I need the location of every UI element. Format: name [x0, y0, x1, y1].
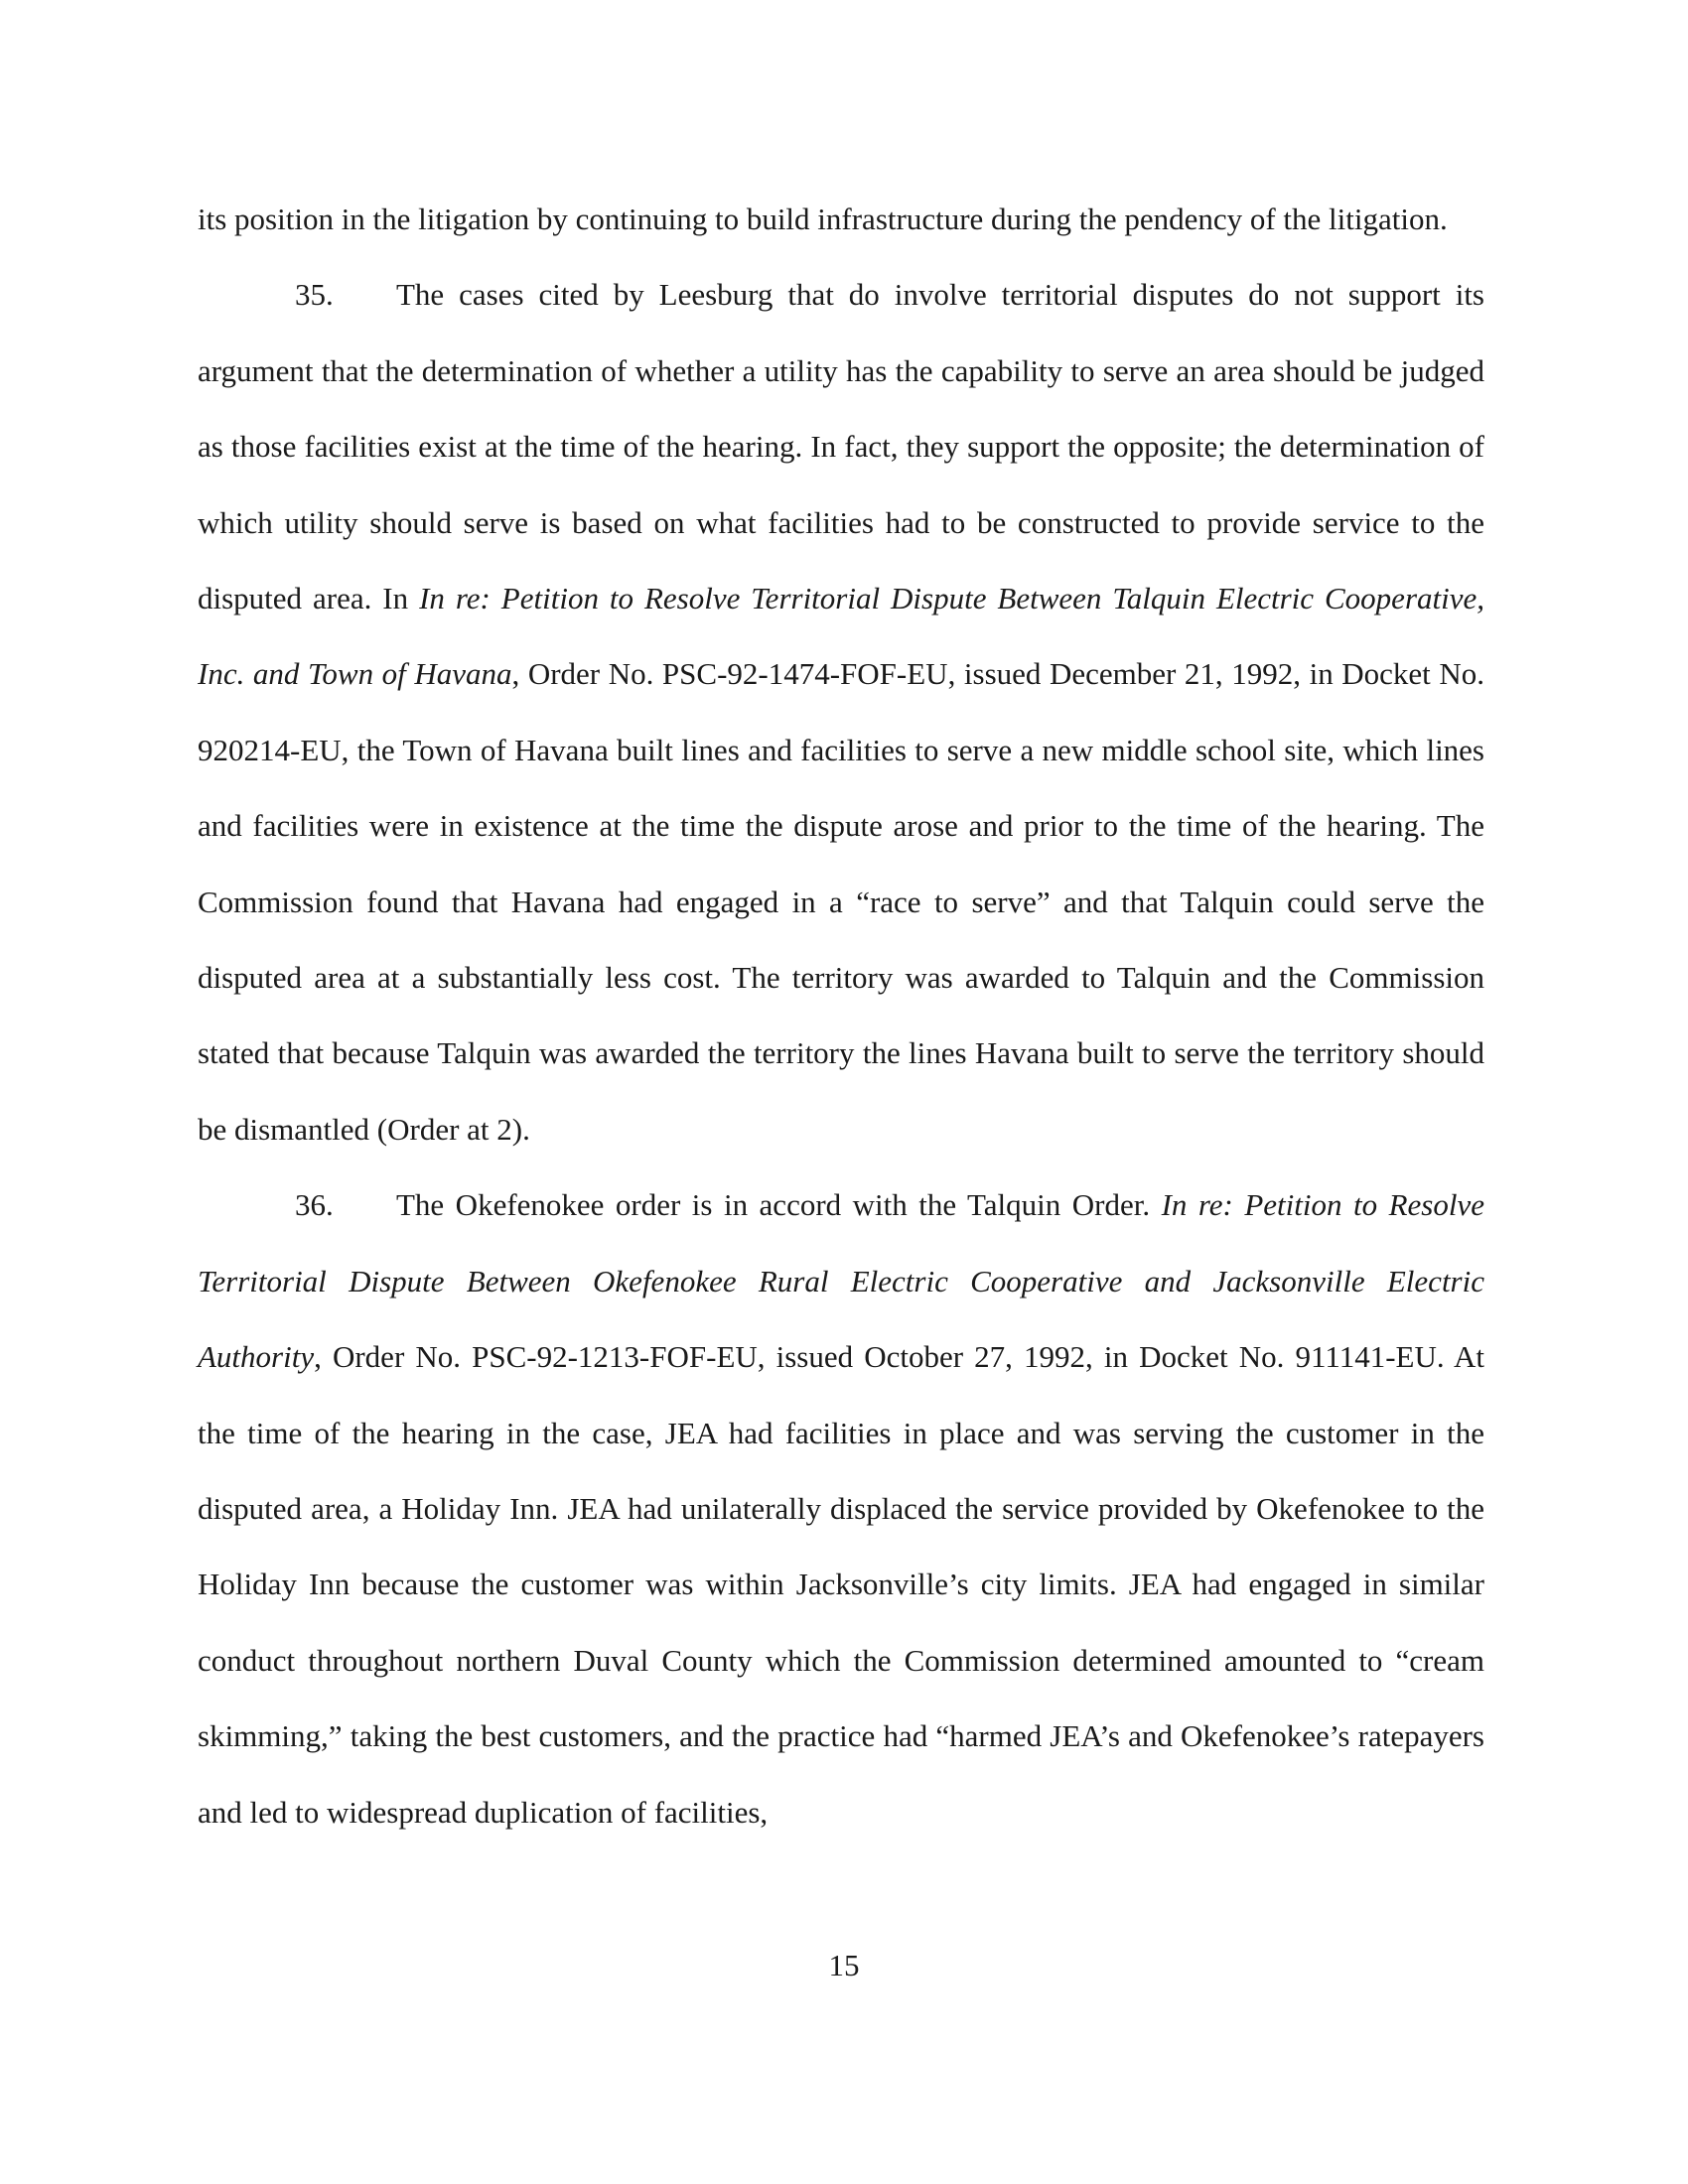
paragraph-text: , Order No. PSC-92-1213-FOF-EU, issued October 27, 1992, in Docket No. 911141-EU. At the time of the hearing in the case, JEA had facilities in place and was serving the customer in the disputed area, a Holiday Inn. JEA had unilaterally displaced the service provided by Okefenokee to the Holiday Inn because the customer was within Jacksonville’s city limits. JEA had engaged in similar conduct throughout northern Duval County which the Commission determined amounted to “cream skimming,” taking the best customers, and the practice had “harmed JEA’s and Okefenokee’s ratepayers and led to widespread duplication of facilities, — [198, 1339, 1484, 1830]
paragraph-text: , Order No. PSC-92-1474-FOF-EU, issued December 21, 1992, in Docket No. 920214-EU, the Town of Havana built lines and facilities to serve a new middle school site, which lines and facilities were in existence at the time the dispute arose and prior to the time of the hearing. The Commission found that Havana had engaged in a “race to serve” and that Talquin could serve the disputed area at a substantially less cost. The territory was awarded to Talquin and the Commission stated that because Talquin was awarded the territory the lines Havana built to serve the territory should be dismantled (Order at 2). — [198, 656, 1485, 1147]
case-citation-talquin: In re: Petition to Resolve Territorial Dispute Between Talquin Electric Cooperative, Inc. and Town of Havana — [198, 581, 1484, 692]
paragraph-number: 35. — [295, 277, 334, 313]
page-body — [198, 182, 1484, 1850]
paragraph-continuation — [198, 182, 1484, 257]
paragraph-36 — [198, 1167, 1484, 1850]
paragraph-35 — [198, 257, 1484, 1167]
paragraph-text: its position in the litigation by continuing to build infrastructure during the pendency of the litigation. — [198, 202, 1448, 236]
page-number: 15 — [828, 1948, 860, 1982]
paragraph-text: The cases cited by Leesburg that do involve territorial disputes do not support its argument that the determination of whether a utility has the capability to serve an area should be judged as those facilities exist at the time of the hearing. In fact, they support the opposite; the determination of which utility should serve is based on what facilities had to be constructed to provide service to the disputed area. In — [198, 277, 1484, 616]
paragraph-number: 36. — [295, 1187, 334, 1223]
case-citation-okefenokee: In re: Petition to Resolve Territorial Dispute Between Okefenokee Rural Electric Cooperative and Jacksonville Electric Authority — [198, 1187, 1484, 1375]
paragraph-text: The Okefenokee order is in accord with the Talquin Order. — [396, 1187, 1162, 1223]
